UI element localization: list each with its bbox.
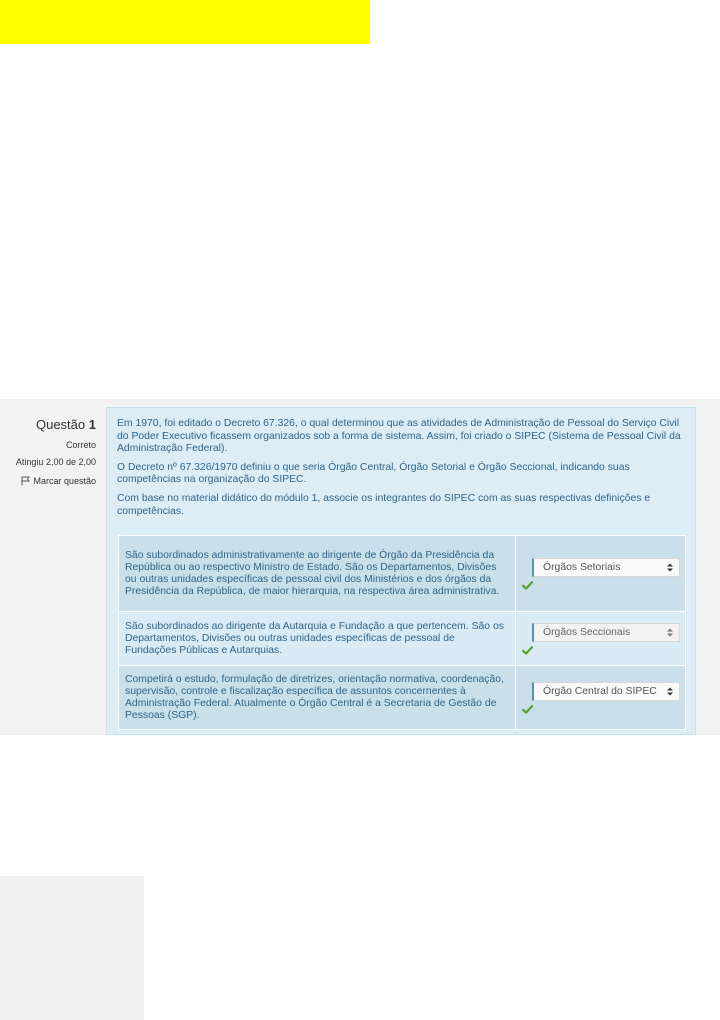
question-paragraph: Em 1970, foi editado o Decreto 67.326, o qual determinou que as atividades de Administração de Pessoal do Serviço Civil do Poder Executivo ficassem organizados sob a forma de sistema. Assim, foi criado o SIPEC (Sistema de Pessoal Civil da Administração Federal). <box>117 418 681 455</box>
highlight-bar <box>0 0 370 44</box>
answer-select-value: Órgãos Setoriais <box>543 561 621 573</box>
answer-row-control <box>516 536 686 612</box>
select-caret-icon <box>666 686 674 697</box>
question-number: 1 <box>88 417 96 432</box>
answer-row-text: São subordinados administrativamente ao dirigente de Órgão da Presidência da República ou ao respectivo Ministro de Estado. São os Departamentos, Divisões ou outras unidades específicas de pessoal civil dos Ministérios e dos órgãos da Presidência da República, de maior hierarquia, na respectiva área administrativa. <box>119 536 516 612</box>
answer-table <box>118 535 686 730</box>
answer-select[interactable] <box>532 623 680 642</box>
answer-row <box>119 666 686 730</box>
answer-row <box>119 536 686 612</box>
question-paragraph: O Decreto nº 67.326/1970 definiu o que seria Órgão Central, Órgão Setorial e Órgão Seccional, indicando suas competências na organização do SIPEC. <box>117 461 630 486</box>
question-block <box>0 399 720 735</box>
answer-row-control <box>516 666 686 730</box>
answer-select[interactable] <box>532 558 680 577</box>
correct-check-icon <box>522 705 533 714</box>
answer-row-text: São subordinados ao dirigente da Autarquia e Fundação a que pertencem. São os Departamentos, Divisões ou outras unidades específicas de pessoal de Fundações Públicas e Autarquias. <box>119 612 516 666</box>
answer-row <box>119 612 686 666</box>
select-caret-icon <box>666 627 674 638</box>
question-title <box>0 417 96 432</box>
question-info <box>0 417 96 486</box>
question-label: Questão <box>35 417 86 432</box>
question-grade: Atingiu 2,00 de 2,00 <box>15 457 96 467</box>
flag-icon <box>21 476 30 486</box>
question-content <box>106 407 696 735</box>
question-state: Correto <box>65 440 96 450</box>
answer-select[interactable] <box>532 682 680 701</box>
correct-check-icon <box>522 581 533 590</box>
question-paragraph: Com base no material didático do módulo 1, associe os integrantes do SIPEC com as suas respectivas definições e competências. <box>117 492 651 517</box>
answer-row-text: Competirá o estudo, formulação de diretrizes, orientação normativa, coordenação, supervisão, controle e fiscalização específica de assuntos concernentes à Administração Federal. Atualmente o Órgão Central é a Secretaria de Gestão de Pessoas (SGP). <box>119 666 516 730</box>
answer-select-value: Órgãos Seccionais <box>543 626 631 638</box>
answer-row-control <box>516 612 686 666</box>
question-text <box>117 418 685 518</box>
answer-select-value: Órgão Central do SIPEC <box>543 685 657 697</box>
select-caret-icon <box>666 562 674 573</box>
flag-question-label: Marcar questão <box>33 476 96 486</box>
sidebar-block <box>0 876 144 1020</box>
correct-check-icon <box>522 646 533 655</box>
flag-question-link[interactable] <box>0 476 96 486</box>
